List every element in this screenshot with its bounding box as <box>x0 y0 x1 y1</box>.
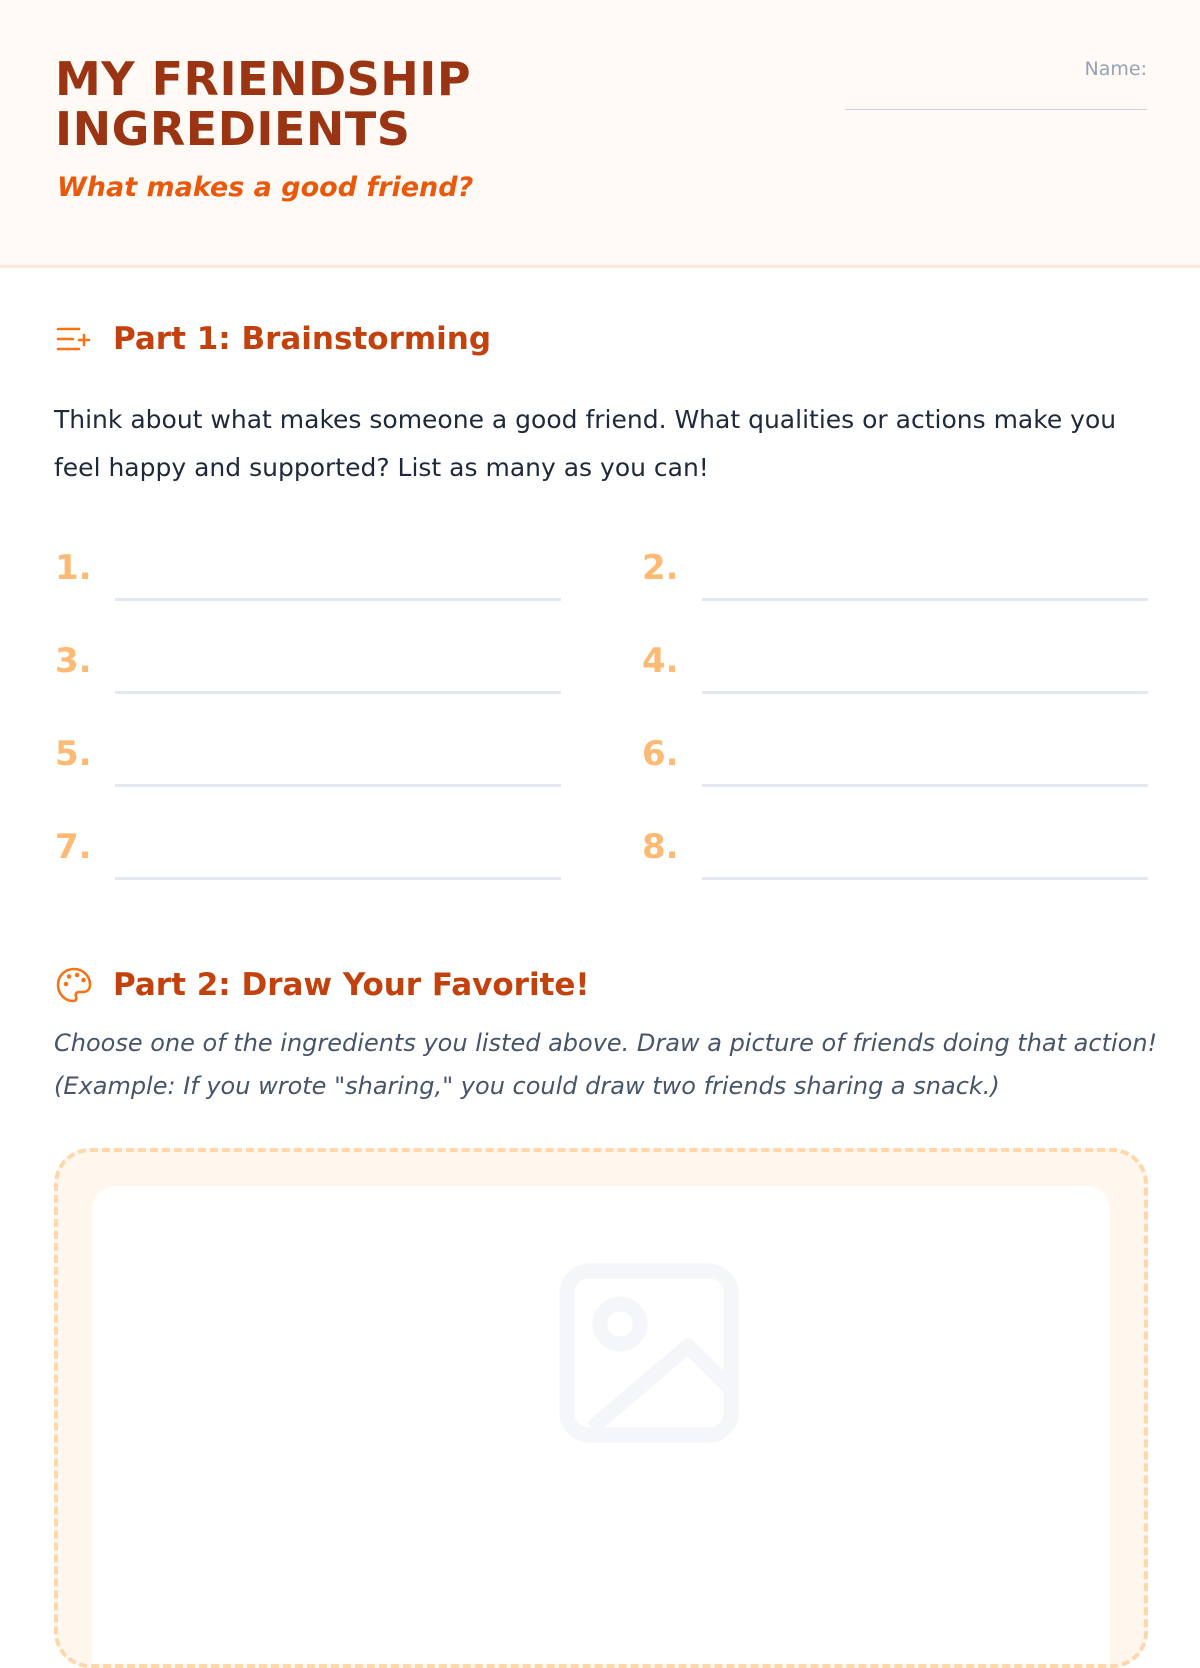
answer-number: 3. <box>55 641 92 681</box>
image-placeholder-icon <box>558 1262 740 1444</box>
part2-instructions: Choose one of the ingredients you listed above. Draw a picture of friends doing that action! (Example: If you wrote "sharing," you could draw two friends sharing a snack.) <box>54 1029 1158 1100</box>
drawing-frame <box>54 1148 1148 1668</box>
answer-line[interactable] <box>702 877 1148 880</box>
worksheet-subtitle: What makes a good friend? <box>57 172 474 203</box>
answer-number: 8. <box>642 827 679 867</box>
answer-item <box>55 633 561 695</box>
part2-heading-text: Part 2: Draw Your Favorite! <box>113 967 590 1003</box>
answer-line[interactable] <box>115 691 561 694</box>
drawing-area[interactable] <box>92 1186 1110 1664</box>
answer-number: 4. <box>642 641 679 681</box>
part1-heading-text: Part 1: Brainstorming <box>113 321 492 357</box>
answer-line[interactable] <box>115 784 561 787</box>
answer-line[interactable] <box>702 598 1148 601</box>
worksheet-header <box>0 0 1200 268</box>
answer-item <box>642 819 1148 881</box>
worksheet-title: MY FRIENDSHIP INGREDIENTS <box>55 52 472 156</box>
answer-number: 7. <box>55 827 92 867</box>
answer-item <box>55 726 561 788</box>
part2-heading <box>55 966 590 1004</box>
answer-item <box>642 633 1148 695</box>
answer-item <box>55 540 561 602</box>
answer-number: 6. <box>642 734 679 774</box>
answer-item <box>642 540 1148 602</box>
list-add-icon <box>55 320 93 358</box>
answer-number: 1. <box>55 548 92 588</box>
answer-item <box>642 726 1148 788</box>
name-label: Name: <box>1084 58 1147 80</box>
answer-line[interactable] <box>702 784 1148 787</box>
answer-line[interactable] <box>702 691 1148 694</box>
answer-item <box>55 819 561 881</box>
name-field[interactable] <box>845 109 1147 110</box>
answer-line[interactable] <box>115 877 561 880</box>
palette-icon <box>55 966 93 1004</box>
part1-heading <box>55 320 491 358</box>
part1-intro: Think about what makes someone a good friend. What qualities or actions make you feel happy and supported? List as many as you can! <box>54 405 1117 482</box>
answer-number: 2. <box>642 548 679 588</box>
answer-line[interactable] <box>115 598 561 601</box>
answer-number: 5. <box>55 734 92 774</box>
